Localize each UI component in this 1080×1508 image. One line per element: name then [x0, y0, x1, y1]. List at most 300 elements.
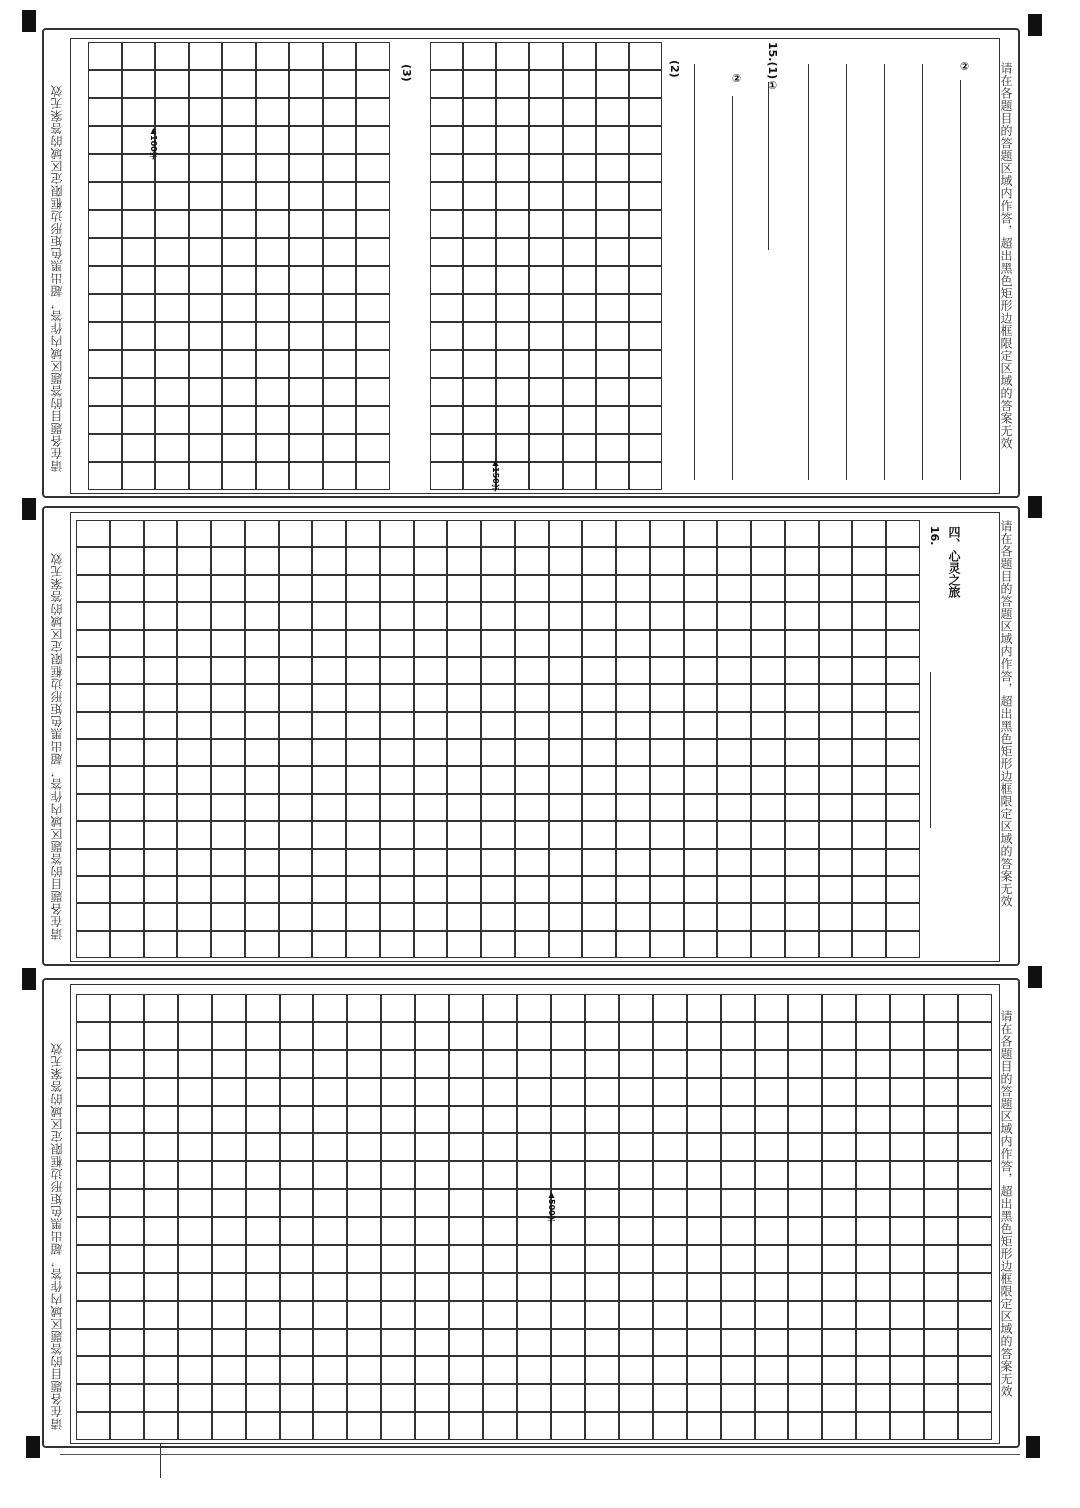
grid-cell[interactable]	[76, 712, 110, 739]
grid-cell[interactable]	[483, 1356, 517, 1384]
grid-cell[interactable]	[256, 238, 290, 266]
grid-cell[interactable]	[687, 1356, 721, 1384]
grid-cell[interactable]	[819, 575, 853, 602]
grid-cell[interactable]	[289, 350, 323, 378]
grid-cell[interactable]	[312, 876, 346, 903]
grid-cell[interactable]	[246, 1412, 280, 1440]
grid-cell[interactable]	[721, 1301, 755, 1329]
grid-cell[interactable]	[517, 1161, 551, 1189]
grid-cell[interactable]	[619, 1412, 653, 1440]
grid-cell[interactable]	[222, 182, 256, 210]
grid-cell[interactable]	[289, 406, 323, 434]
grid-cell[interactable]	[515, 849, 549, 876]
grid-cell[interactable]	[496, 98, 529, 126]
grid-cell[interactable]	[289, 462, 323, 490]
grid-cell[interactable]	[430, 378, 463, 406]
grid-cell[interactable]	[430, 238, 463, 266]
grid-cell[interactable]	[414, 630, 448, 657]
grid-cell[interactable]	[347, 1078, 381, 1106]
grid-cell[interactable]	[211, 575, 245, 602]
grid-cell[interactable]	[76, 1106, 110, 1134]
grid-cell[interactable]	[517, 1356, 551, 1384]
grid-cell[interactable]	[189, 210, 223, 238]
grid-cell[interactable]	[582, 684, 616, 711]
grid-cell[interactable]	[481, 739, 515, 766]
grid-cell[interactable]	[415, 1106, 449, 1134]
grid-cell[interactable]	[347, 1301, 381, 1329]
grid-cell[interactable]	[721, 1217, 755, 1245]
grid-cell[interactable]	[788, 1106, 822, 1134]
grid-cell[interactable]	[212, 1078, 246, 1106]
grid-cell[interactable]	[819, 657, 853, 684]
grid-cell[interactable]	[852, 657, 886, 684]
grid-cell[interactable]	[76, 520, 110, 547]
grid-cell[interactable]	[222, 210, 256, 238]
grid-cell[interactable]	[380, 520, 414, 547]
grid-cell[interactable]	[246, 1245, 280, 1273]
grid-cell[interactable]	[245, 821, 279, 848]
grid-cell[interactable]	[110, 1329, 144, 1357]
grid-cell[interactable]	[430, 406, 463, 434]
grid-cell[interactable]	[563, 210, 596, 238]
grid-cell[interactable]	[122, 350, 156, 378]
grid-cell[interactable]	[755, 1217, 789, 1245]
grid-cell[interactable]	[551, 1245, 585, 1273]
grid-cell[interactable]	[496, 322, 529, 350]
grid-cell[interactable]	[381, 1050, 415, 1078]
grid-cell[interactable]	[529, 126, 562, 154]
grid-cell[interactable]	[414, 739, 448, 766]
grid-cell[interactable]	[785, 630, 819, 657]
grid-cell[interactable]	[616, 630, 650, 657]
grid-cell[interactable]	[212, 1273, 246, 1301]
grid-cell[interactable]	[313, 1106, 347, 1134]
grid-cell[interactable]	[144, 1329, 178, 1357]
grid-cell[interactable]	[155, 154, 189, 182]
grid-cell[interactable]	[549, 794, 583, 821]
grid-cell[interactable]	[582, 876, 616, 903]
grid-cell[interactable]	[430, 266, 463, 294]
grid-cell[interactable]	[110, 821, 144, 848]
grid-cell[interactable]	[496, 238, 529, 266]
grid-cell[interactable]	[280, 1078, 314, 1106]
grid-cell[interactable]	[346, 821, 380, 848]
grid-cell[interactable]	[563, 322, 596, 350]
grid-cell[interactable]	[684, 903, 718, 930]
grid-cell[interactable]	[463, 182, 496, 210]
grid-cell[interactable]	[496, 42, 529, 70]
grid-cell[interactable]	[144, 1356, 178, 1384]
grid-cell[interactable]	[414, 575, 448, 602]
grid-cell[interactable]	[717, 876, 751, 903]
grid-cell[interactable]	[211, 794, 245, 821]
grid-cell[interactable]	[852, 903, 886, 930]
grid-cell[interactable]	[650, 766, 684, 793]
grid-cell[interactable]	[323, 266, 357, 294]
grid-cell[interactable]	[245, 876, 279, 903]
grid-cell[interactable]	[144, 739, 178, 766]
grid-cell[interactable]	[76, 1078, 110, 1106]
grid-cell[interactable]	[496, 434, 529, 462]
grid-cell[interactable]	[256, 350, 290, 378]
grid-cell[interactable]	[256, 42, 290, 70]
grid-cell[interactable]	[822, 1245, 856, 1273]
grid-cell[interactable]	[110, 1356, 144, 1384]
grid-cell[interactable]	[447, 876, 481, 903]
grid-cell[interactable]	[346, 630, 380, 657]
grid-cell[interactable]	[751, 876, 785, 903]
grid-cell[interactable]	[886, 630, 920, 657]
grid-cell[interactable]	[189, 42, 223, 70]
grid-cell[interactable]	[924, 1078, 958, 1106]
grid-cell[interactable]	[483, 1189, 517, 1217]
grid-cell[interactable]	[313, 1217, 347, 1245]
grid-cell[interactable]	[755, 1273, 789, 1301]
grid-cell[interactable]	[245, 766, 279, 793]
grid-cell[interactable]	[88, 98, 122, 126]
grid-cell[interactable]	[481, 821, 515, 848]
grid-cell[interactable]	[653, 1329, 687, 1357]
grid-cell[interactable]	[356, 42, 390, 70]
grid-cell[interactable]	[289, 210, 323, 238]
grid-cell[interactable]	[449, 1078, 483, 1106]
grid-cell[interactable]	[280, 1273, 314, 1301]
grid-cell[interactable]	[856, 1273, 890, 1301]
grid-cell[interactable]	[822, 1329, 856, 1357]
grid-cell[interactable]	[822, 1078, 856, 1106]
grid-cell[interactable]	[88, 238, 122, 266]
grid-cell[interactable]	[212, 1217, 246, 1245]
grid-cell[interactable]	[178, 1412, 212, 1440]
grid-cell[interactable]	[415, 1356, 449, 1384]
grid-cell[interactable]	[517, 1384, 551, 1412]
grid-cell[interactable]	[212, 1245, 246, 1273]
grid-cell[interactable]	[280, 1329, 314, 1357]
grid-cell[interactable]	[430, 42, 463, 70]
grid-cell[interactable]	[323, 70, 357, 98]
grid-cell[interactable]	[890, 1245, 924, 1273]
grid-cell[interactable]	[529, 70, 562, 98]
grid-cell[interactable]	[323, 126, 357, 154]
grid-cell[interactable]	[88, 294, 122, 322]
grid-cell[interactable]	[76, 903, 110, 930]
grid-cell[interactable]	[822, 1133, 856, 1161]
grid-cell[interactable]	[76, 1189, 110, 1217]
grid-cell[interactable]	[483, 1301, 517, 1329]
grid-cell[interactable]	[483, 1106, 517, 1134]
answer-line[interactable]	[808, 64, 809, 480]
grid-cell[interactable]	[684, 821, 718, 848]
grid-cell[interactable]	[212, 1022, 246, 1050]
grid-cell[interactable]	[430, 70, 463, 98]
grid-cell[interactable]	[212, 1384, 246, 1412]
grid-cell[interactable]	[313, 1412, 347, 1440]
grid-cell[interactable]	[785, 876, 819, 903]
grid-cell[interactable]	[483, 1050, 517, 1078]
grid-cell[interactable]	[886, 684, 920, 711]
grid-cell[interactable]	[886, 849, 920, 876]
grid-cell[interactable]	[178, 1384, 212, 1412]
grid-cell[interactable]	[415, 1245, 449, 1273]
grid-cell[interactable]	[155, 378, 189, 406]
grid-cell[interactable]	[88, 182, 122, 210]
grid-cell[interactable]	[356, 70, 390, 98]
grid-cell[interactable]	[189, 182, 223, 210]
grid-cell[interactable]	[483, 1384, 517, 1412]
grid-cell[interactable]	[481, 575, 515, 602]
grid-cell[interactable]	[178, 1050, 212, 1078]
grid-cell[interactable]	[549, 630, 583, 657]
grid-cell[interactable]	[549, 520, 583, 547]
grid-cell[interactable]	[852, 849, 886, 876]
grid-cell[interactable]	[246, 1106, 280, 1134]
grid-cell[interactable]	[211, 657, 245, 684]
grid-cell[interactable]	[256, 378, 290, 406]
grid-cell[interactable]	[245, 520, 279, 547]
grid-cell[interactable]	[347, 1273, 381, 1301]
grid-cell[interactable]	[822, 1050, 856, 1078]
grid-cell[interactable]	[653, 1356, 687, 1384]
grid-cell[interactable]	[323, 98, 357, 126]
grid-cell[interactable]	[819, 602, 853, 629]
grid-cell[interactable]	[76, 931, 110, 958]
grid-cell[interactable]	[212, 1412, 246, 1440]
grid-cell[interactable]	[551, 1022, 585, 1050]
grid-cell[interactable]	[616, 931, 650, 958]
grid-cell[interactable]	[256, 322, 290, 350]
grid-cell[interactable]	[122, 322, 156, 350]
grid-cell[interactable]	[245, 547, 279, 574]
writing-grid[interactable]	[76, 994, 992, 1440]
grid-cell[interactable]	[650, 630, 684, 657]
grid-cell[interactable]	[517, 1412, 551, 1440]
grid-cell[interactable]	[312, 712, 346, 739]
grid-cell[interactable]	[280, 1356, 314, 1384]
grid-cell[interactable]	[463, 238, 496, 266]
grid-cell[interactable]	[211, 630, 245, 657]
grid-cell[interactable]	[178, 1356, 212, 1384]
grid-cell[interactable]	[76, 849, 110, 876]
grid-cell[interactable]	[687, 1217, 721, 1245]
grid-cell[interactable]	[822, 1161, 856, 1189]
grid-cell[interactable]	[751, 575, 785, 602]
grid-cell[interactable]	[110, 1078, 144, 1106]
grid-cell[interactable]	[189, 378, 223, 406]
grid-cell[interactable]	[481, 766, 515, 793]
grid-cell[interactable]	[177, 630, 211, 657]
grid-cell[interactable]	[563, 70, 596, 98]
grid-cell[interactable]	[496, 70, 529, 98]
grid-cell[interactable]	[312, 766, 346, 793]
grid-cell[interactable]	[279, 712, 313, 739]
grid-cell[interactable]	[483, 1412, 517, 1440]
grid-cell[interactable]	[313, 1078, 347, 1106]
grid-cell[interactable]	[110, 766, 144, 793]
answer-line[interactable]	[960, 80, 961, 480]
grid-cell[interactable]	[144, 1050, 178, 1078]
grid-cell[interactable]	[356, 126, 390, 154]
grid-cell[interactable]	[585, 1356, 619, 1384]
grid-cell[interactable]	[76, 1050, 110, 1078]
grid-cell[interactable]	[529, 182, 562, 210]
grid-cell[interactable]	[155, 98, 189, 126]
grid-cell[interactable]	[551, 1412, 585, 1440]
grid-cell[interactable]	[122, 238, 156, 266]
grid-cell[interactable]	[178, 1217, 212, 1245]
grid-cell[interactable]	[529, 294, 562, 322]
grid-cell[interactable]	[178, 1106, 212, 1134]
grid-cell[interactable]	[958, 1412, 992, 1440]
grid-cell[interactable]	[785, 575, 819, 602]
grid-cell[interactable]	[356, 322, 390, 350]
grid-cell[interactable]	[279, 876, 313, 903]
grid-cell[interactable]	[785, 903, 819, 930]
grid-cell[interactable]	[222, 378, 256, 406]
grid-cell[interactable]	[110, 1217, 144, 1245]
grid-cell[interactable]	[619, 1384, 653, 1412]
grid-cell[interactable]	[496, 266, 529, 294]
grid-cell[interactable]	[414, 849, 448, 876]
grid-cell[interactable]	[289, 378, 323, 406]
grid-cell[interactable]	[629, 238, 662, 266]
grid-cell[interactable]	[549, 849, 583, 876]
grid-cell[interactable]	[755, 1412, 789, 1440]
grid-cell[interactable]	[76, 657, 110, 684]
grid-cell[interactable]	[653, 994, 687, 1022]
grid-cell[interactable]	[279, 766, 313, 793]
grid-cell[interactable]	[178, 1133, 212, 1161]
grid-cell[interactable]	[122, 266, 156, 294]
grid-cell[interactable]	[88, 266, 122, 294]
grid-cell[interactable]	[280, 1412, 314, 1440]
grid-cell[interactable]	[856, 1329, 890, 1357]
grid-cell[interactable]	[381, 1022, 415, 1050]
grid-cell[interactable]	[650, 931, 684, 958]
grid-cell[interactable]	[856, 1106, 890, 1134]
grid-cell[interactable]	[755, 994, 789, 1022]
grid-cell[interactable]	[189, 126, 223, 154]
grid-cell[interactable]	[212, 1189, 246, 1217]
grid-cell[interactable]	[785, 849, 819, 876]
grid-cell[interactable]	[449, 1189, 483, 1217]
grid-cell[interactable]	[653, 1412, 687, 1440]
grid-cell[interactable]	[958, 1022, 992, 1050]
grid-cell[interactable]	[211, 547, 245, 574]
grid-cell[interactable]	[246, 994, 280, 1022]
grid-cell[interactable]	[222, 434, 256, 462]
grid-cell[interactable]	[721, 1245, 755, 1273]
grid-cell[interactable]	[211, 931, 245, 958]
grid-cell[interactable]	[684, 931, 718, 958]
grid-cell[interactable]	[346, 602, 380, 629]
grid-cell[interactable]	[155, 126, 189, 154]
grid-cell[interactable]	[788, 1189, 822, 1217]
grid-cell[interactable]	[481, 903, 515, 930]
grid-cell[interactable]	[563, 182, 596, 210]
grid-cell[interactable]	[751, 849, 785, 876]
grid-cell[interactable]	[88, 322, 122, 350]
grid-cell[interactable]	[551, 1384, 585, 1412]
grid-cell[interactable]	[447, 520, 481, 547]
grid-cell[interactable]	[496, 350, 529, 378]
grid-cell[interactable]	[110, 931, 144, 958]
grid-cell[interactable]	[323, 294, 357, 322]
grid-cell[interactable]	[619, 1078, 653, 1106]
grid-cell[interactable]	[76, 1245, 110, 1273]
grid-cell[interactable]	[415, 1133, 449, 1161]
grid-cell[interactable]	[481, 931, 515, 958]
grid-cell[interactable]	[785, 821, 819, 848]
grid-cell[interactable]	[650, 575, 684, 602]
grid-cell[interactable]	[616, 903, 650, 930]
grid-cell[interactable]	[755, 1106, 789, 1134]
grid-cell[interactable]	[721, 1384, 755, 1412]
grid-cell[interactable]	[211, 602, 245, 629]
grid-cell[interactable]	[279, 547, 313, 574]
grid-cell[interactable]	[717, 821, 751, 848]
grid-cell[interactable]	[256, 126, 290, 154]
grid-cell[interactable]	[430, 182, 463, 210]
grid-cell[interactable]	[88, 406, 122, 434]
grid-cell[interactable]	[585, 1301, 619, 1329]
grid-cell[interactable]	[785, 520, 819, 547]
grid-cell[interactable]	[415, 1189, 449, 1217]
grid-cell[interactable]	[211, 766, 245, 793]
grid-cell[interactable]	[447, 602, 481, 629]
grid-cell[interactable]	[447, 657, 481, 684]
grid-cell[interactable]	[717, 903, 751, 930]
grid-cell[interactable]	[684, 794, 718, 821]
grid-cell[interactable]	[924, 1384, 958, 1412]
grid-cell[interactable]	[549, 739, 583, 766]
grid-cell[interactable]	[751, 794, 785, 821]
grid-cell[interactable]	[76, 994, 110, 1022]
grid-cell[interactable]	[687, 1133, 721, 1161]
grid-cell[interactable]	[650, 876, 684, 903]
grid-cell[interactable]	[563, 350, 596, 378]
grid-cell[interactable]	[751, 766, 785, 793]
grid-cell[interactable]	[616, 849, 650, 876]
grid-cell[interactable]	[380, 602, 414, 629]
grid-cell[interactable]	[155, 42, 189, 70]
grid-cell[interactable]	[822, 1189, 856, 1217]
grid-cell[interactable]	[245, 712, 279, 739]
grid-cell[interactable]	[155, 294, 189, 322]
grid-cell[interactable]	[356, 210, 390, 238]
grid-cell[interactable]	[76, 684, 110, 711]
grid-cell[interactable]	[515, 739, 549, 766]
grid-cell[interactable]	[515, 520, 549, 547]
grid-cell[interactable]	[529, 154, 562, 182]
grid-cell[interactable]	[751, 520, 785, 547]
grid-cell[interactable]	[496, 462, 529, 490]
grid-cell[interactable]	[313, 1301, 347, 1329]
grid-cell[interactable]	[347, 1356, 381, 1384]
grid-cell[interactable]	[256, 182, 290, 210]
grid-cell[interactable]	[788, 1078, 822, 1106]
grid-cell[interactable]	[852, 684, 886, 711]
grid-cell[interactable]	[751, 903, 785, 930]
grid-cell[interactable]	[958, 1245, 992, 1273]
grid-cell[interactable]	[819, 684, 853, 711]
grid-cell[interactable]	[246, 1217, 280, 1245]
grid-cell[interactable]	[144, 1412, 178, 1440]
grid-cell[interactable]	[381, 1384, 415, 1412]
grid-cell[interactable]	[619, 1217, 653, 1245]
grid-cell[interactable]	[788, 1133, 822, 1161]
grid-cell[interactable]	[822, 1412, 856, 1440]
grid-cell[interactable]	[496, 294, 529, 322]
